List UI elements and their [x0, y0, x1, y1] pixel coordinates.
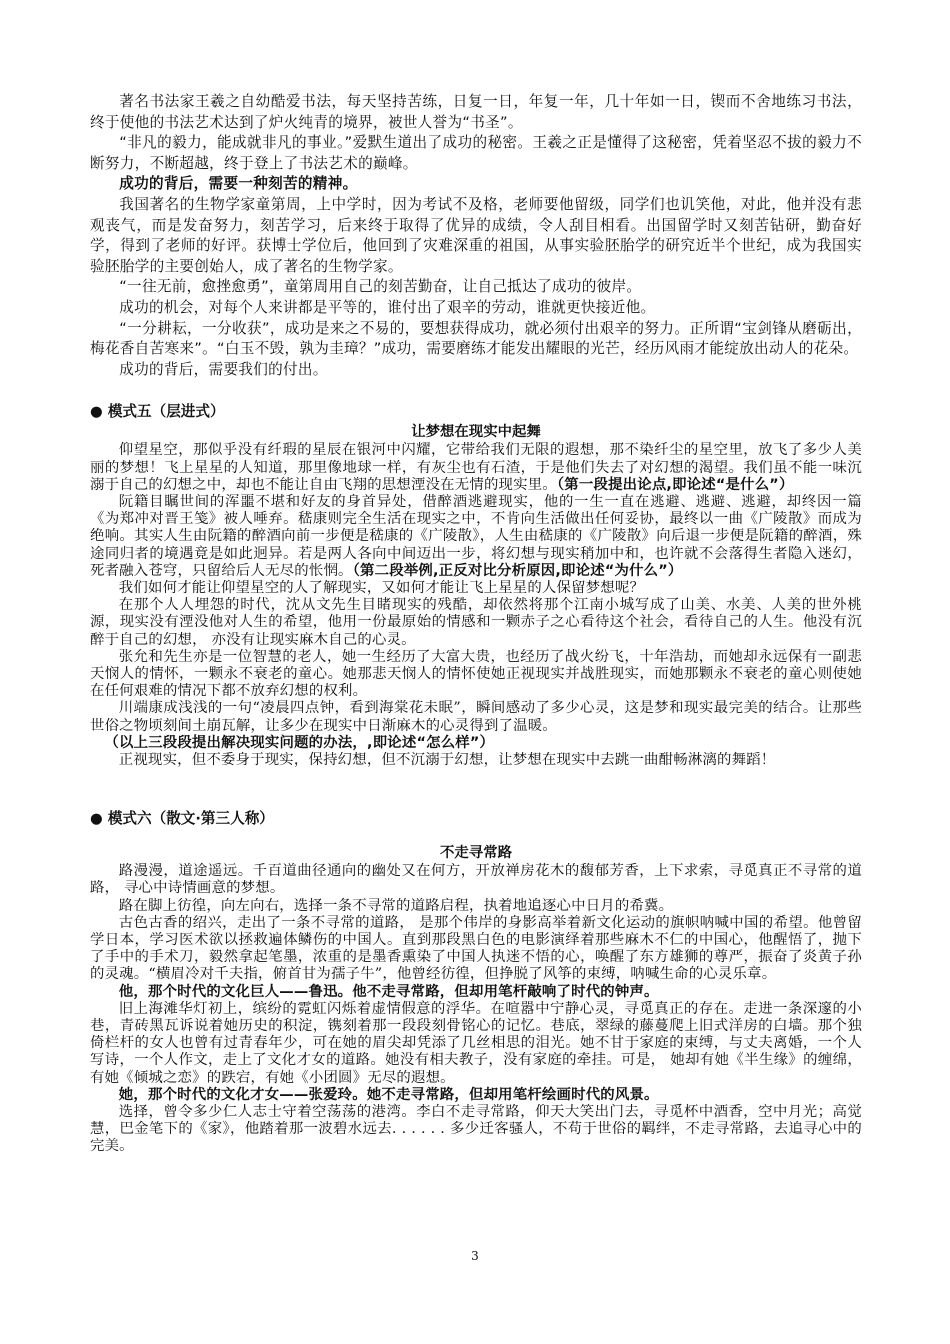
paragraph-text: 阮籍目瞩世间的浑噩不堪和好友的身首异处，借醉酒逃避现实，他的一生一直在逃避、逃避、逃避，却终因一篇《为郑冲对晋王笺》被人唾弃。嵇康则完全生活在现实之中，不肯向生活做出任何妥协，最终以一曲《广陵散》而成为绝响。其实人生由阮籍的醉酒向前一步便是嵇康的《广陵散》，人生由嵇康的《广陵散》向后退一步便是阮籍的醉酒，殊途同归者的境遇竟是如此迥异。若是两人各向中间迈出一步，将幻想与现实稍加中和，也许就不会落得生者隐入迷幻，死者融入苍穹，只留给后人无尽的怅惘。	[90, 493, 862, 579]
paragraph: 旧上海滩华灯初上，缤纷的霓虹闪烁着虚情假意的浮华。在喧嚣中宁静心灵，寻觅真正的存在。走进一条深邃的小巷，青砖黑瓦诉说着她历史的积淀，镌刻着那一段段刻骨铭心的记忆。巷底，翠绿的藤蔓爬上旧式洋房的白墙。那个独倚栏杆的女人也曾有过青春年少，可在她的眉尖却凭添了几丝相思的泪光。她不甘于家庭的束缚，与丈夫离婚，一个人写诗，一个人作文，走上了文化才女的道路。她没有相夫教子，没有家庭的牵挂。可是， 她却有她《半生缘》的缠绵，有她《倾城之恋》的跌宕，有她《小团圆》无尽的遐想。	[90, 1000, 862, 1086]
paragraph: 川端康成浅浅的一句“凌晨四点钟，看到海棠花未眠”，瞬间感动了多少心灵，这是梦和现实最完美的结合。让那些世俗之物顷刻间土崩瓦解，让多少在现实中日渐麻木的心灵得到了温暖。	[90, 700, 862, 734]
paragraph: “一往无前，愈挫愈勇”，童第周用自己的刻苦勤奋，让自己抵达了成功的彼岸。	[119, 278, 642, 296]
paragraph: 路在脚上彷徨，向左向右，选择一条不寻常的道路启程，执着地追逐心中日月的希冀。	[118, 897, 674, 914]
paragraph: 正视现实，但不委身于现实，保持幻想，但不沉溺于幻想，让梦想在现实中去跳一曲酣畅淋漓的舞蹈！	[118, 751, 776, 768]
bold-paragraph: 她，那个时代的文化才女——张爱玲。她不走寻常路，但却用笔杆绘画时代的风景。	[118, 1086, 659, 1103]
paragraph: 路漫漫，道途遥远。千百道曲径通向的幽处又在何方，开放禅房花木的馥郁芳香，上下求索，寻觅真正不寻常的道路， 寻心中诗情画意的梦想。	[90, 863, 862, 897]
bold-paragraph: 成功的背后，需要一种刻苦的精神。	[119, 175, 358, 193]
paragraph: 成功的机会，对每个人来讲都是平等的，谁付出了艰辛的劳动，谁就更快接近他。	[119, 298, 656, 316]
paragraph-text: 仰望星空，那似乎没有纤瑕的星辰在银河中闪耀，它带给我们无限的遐想，那不染纤尘的星空里，放飞了多少人美丽的梦想！飞上星星的人知道，那里像地球一样，有灰尘也有石渣，于是他们失去了对幻想的渴望。我们虽不能一味沉溺于自己的幻想之中，却也不能让自由飞翔的思想湮没在无情的现实里。	[90, 442, 862, 493]
annotation-note: （以上三段段提出解决现实问题的办法，,即论述“怎么样”）	[104, 734, 495, 751]
section-mode-five	[90, 402, 862, 769]
paragraph: 古色古香的绍兴，走出了一条不寻常的道路， 是那个伟岸的身影高举着新文化运动的旗帜呐喊中国的希望。他曾留学日本，学习医术欲以拯救遍体鳞伤的中国人。直到那段黑白色的电影演绎着那些麻木不仁的中国心，他醒悟了，抛下了手中的手术刀，毅然拿起笔墨，浓重的是墨香熏染了中国人执迷不悟的心，唤醒了东方雄狮的尊严，振奋了炎黄子孙的灵魂。“横眉冷对千夫指，俯首甘为孺子牛”，他曾经彷徨，但挣脱了风筝的束缚，呐喊生命的心灵乐章。	[90, 914, 862, 983]
paragraph: “非凡的毅力，能成就非凡的事业。”爱默生道出了成功的秘密。王羲之正是懂得了这秘密，凭着坚忍不拔的毅力不断努力，不断超越，终于登上了书法艺术的巅峰。	[90, 134, 862, 172]
section-mode-six	[90, 809, 862, 1155]
page-number: 3	[471, 1249, 479, 1263]
paragraph: 著名书法家王羲之自幼酷爱书法，每天坚持苦练，日复一日，年复一年，几十年如一日，锲而不舍地练习书法，终于使他的书法艺术达到了炉火纯青的境界，被世人誉为“书圣”。	[90, 93, 862, 131]
paragraph: 我们如何才能让仰望星空的人了解现实，又如何才能让飞上星星的人保留梦想呢？	[118, 579, 645, 596]
essay-title: 让梦想在现实中起舞	[411, 424, 541, 441]
annotation-note: （第二段举例,正反对比分析原因,即论述“为什么”）	[352, 562, 683, 579]
paragraph: 在那个人人埋怨的时代，沈从文先生目睹现实的残酷，却依然将那个江南小城写成了山美、水美、人美的世外桃源，现实没有湮没他对人生的希望，他用一份最原始的情感和一颗赤子之心看待这个社会，看待自己的人生。他没有沉醉于自己的幻想， 亦没有让现实麻木自己的心灵。	[90, 597, 862, 648]
paragraph: 张允和先生亦是一位智慧的老人，她一生经历了大富大贵，也经历了战火纷飞，十年浩劫，而她却永远保有一副悲天悯人的情怀，一颗永不衰老的童心。她那悲天悯人的情怀使她正视现实并战胜现实，而她那颗永不衰老的童心则使她在任何艰难的情况下都不放弃幻想的权利。	[90, 648, 862, 700]
section-success-essay	[90, 92, 862, 380]
paragraph	[90, 494, 862, 580]
section-header: ● 模式六（散文·第三人称）	[90, 810, 274, 828]
document-page	[90, 92, 862, 1156]
paragraph: 我国著名的生物学家童第周，上中学时，因为考试不及格，老师要他留级，同学们也讥笑他，对此，他并没有悲观丧气，而是发奋努力，刻苦学习，后来终于取得了优异的成绩，令人刮目相看。出国留学时又刻苦钻研，勤奋好学，得到了老师的好评。获博士学位后，他回到了灾难深重的祖国，从事实验胚胎学的研究近半个世纪，成为我国实验胚胎学的主要创始人，成了著名的生物学家。	[90, 195, 862, 275]
section-header: ● 模式五（层进式）	[90, 403, 225, 421]
paragraph: “一分耕耘，一分收获”，成功是来之不易的，要想获得成功，就必须付出艰辛的努力。正所谓“宝剑锋从磨砺出，梅花香自苦寒来”。“白玉不毁，孰为圭璋？”成功，需要磨练才能发出耀眼的光芒，经历风雨才能绽放出动人的花朵。	[90, 319, 862, 358]
bold-paragraph: 他，那个时代的文化巨人——鲁迅。他不走寻常路，但却用笔杆敲响了时代的钟声。	[118, 983, 659, 1000]
paragraph	[90, 442, 862, 494]
paragraph: 成功的背后，需要我们的付出。	[119, 360, 328, 378]
annotation-note: （第一段提出论点,即论述“是什么”）	[556, 476, 794, 493]
paragraph: 选择，曾令多少仁人志士守着空荡荡的港湾。李白不走寻常路，仰天大笑出门去，寻觅杯中酒香，空中月光；高觉慧，巴金笔下的《家》，他踏着那一波碧水远去. . . . . . 多少迁客骚人，不苟于世俗的羁绊，不走寻常路，去追寻心中的完美。	[90, 1104, 862, 1155]
essay-title: 不走寻常路	[440, 845, 512, 862]
